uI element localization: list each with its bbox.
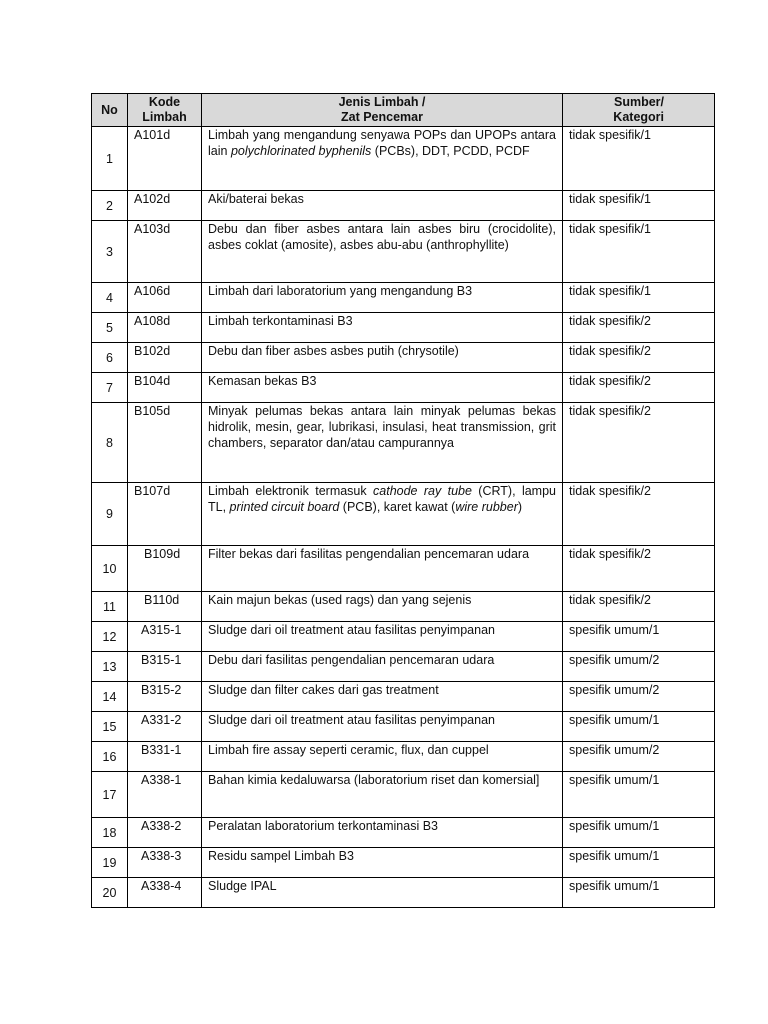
cell-sumber-kategori: spesifik umum/1 [563, 848, 715, 878]
jenis-italic-term: polychlorinated byphenils [230, 144, 372, 158]
table-row [92, 818, 715, 848]
cell-sumber-kategori: tidak spesifik/2 [563, 373, 715, 403]
jenis-italic-term: cathode ray tube [373, 484, 472, 498]
cell-no: 20 [92, 878, 128, 908]
jenis-text: Aki/baterai bekas [208, 192, 304, 206]
cell-sumber-kategori: tidak spesifik/1 [563, 221, 715, 283]
cell-kode-limbah: A106d [128, 283, 202, 313]
cell-kode-limbah: B331-1 [128, 742, 202, 772]
table-row [92, 848, 715, 878]
cell-kode-limbah: B107d [128, 483, 202, 546]
cell-jenis-limbah [202, 682, 563, 712]
cell-sumber-kategori: spesifik umum/2 [563, 742, 715, 772]
jenis-text: Limbah yang mengandung senyawa POPs dan UPOPs antara lain [208, 128, 556, 158]
cell-no: 11 [92, 592, 128, 622]
cell-no: 3 [92, 221, 128, 283]
cell-jenis-limbah [202, 772, 563, 818]
table-row [92, 191, 715, 221]
cell-no: 4 [92, 283, 128, 313]
table-row [92, 712, 715, 742]
cell-no: 17 [92, 772, 128, 818]
table-row [92, 373, 715, 403]
cell-jenis-limbah [202, 818, 563, 848]
cell-kode-limbah: B110d [128, 592, 202, 622]
jenis-text: Peralatan laboratorium terkontaminasi B3 [208, 819, 438, 833]
cell-kode-limbah: A108d [128, 313, 202, 343]
cell-kode-limbah: A338-3 [128, 848, 202, 878]
cell-kode-limbah: B105d [128, 403, 202, 483]
cell-no: 6 [92, 343, 128, 373]
cell-sumber-kategori: tidak spesifik/2 [563, 592, 715, 622]
jenis-text: Residu sampel Limbah B3 [208, 849, 354, 863]
cell-kode-limbah: B104d [128, 373, 202, 403]
cell-jenis-limbah [202, 712, 563, 742]
cell-sumber-kategori: spesifik umum/1 [563, 712, 715, 742]
header-sumber-line2: Kategori [613, 110, 664, 124]
cell-no: 13 [92, 652, 128, 682]
table-row [92, 878, 715, 908]
waste-code-table [91, 93, 715, 908]
table-row [92, 343, 715, 373]
jenis-text: Limbah fire assay seperti ceramic, flux, dan cuppel [208, 743, 489, 757]
cell-sumber-kategori: spesifik umum/1 [563, 878, 715, 908]
cell-kode-limbah: A103d [128, 221, 202, 283]
cell-jenis-limbah [202, 652, 563, 682]
header-kode-line2: Limbah [142, 110, 187, 124]
jenis-text: Minyak pelumas bekas antara lain minyak pelumas bekas hidrolik, mesin, gear, lubrikasi, insulasi, heat transmission, grit chambers, separator dan/atau campurannya [208, 404, 556, 450]
cell-no: 1 [92, 127, 128, 191]
cell-sumber-kategori: spesifik umum/1 [563, 818, 715, 848]
jenis-text: Debu dan fiber asbes asbes putih (chrysotile) [208, 344, 459, 358]
cell-sumber-kategori: spesifik umum/1 [563, 772, 715, 818]
header-jenis-limbah [202, 94, 563, 127]
jenis-text: ) [517, 500, 523, 514]
cell-jenis-limbah [202, 191, 563, 221]
cell-sumber-kategori: spesifik umum/2 [563, 682, 715, 712]
jenis-text: Sludge dari oil treatment atau fasilitas penyimpanan [208, 713, 495, 727]
header-jenis-line1: Jenis Limbah / [338, 95, 426, 109]
jenis-text: Sludge IPAL [208, 879, 277, 893]
cell-no: 5 [92, 313, 128, 343]
cell-jenis-limbah [202, 483, 563, 546]
jenis-italic-term: printed circuit board [229, 500, 340, 514]
header-sumber-kategori [563, 94, 715, 127]
cell-no: 14 [92, 682, 128, 712]
cell-no: 16 [92, 742, 128, 772]
header-kode-line1: Kode [148, 95, 181, 109]
cell-kode-limbah: A101d [128, 127, 202, 191]
cell-jenis-limbah [202, 373, 563, 403]
table-row [92, 313, 715, 343]
cell-jenis-limbah [202, 592, 563, 622]
cell-kode-limbah: A315-1 [128, 622, 202, 652]
jenis-italic-term: wire rubber [455, 500, 518, 514]
table-row [92, 546, 715, 592]
cell-jenis-limbah [202, 343, 563, 373]
cell-jenis-limbah [202, 221, 563, 283]
cell-sumber-kategori: tidak spesifik/2 [563, 483, 715, 546]
table-row [92, 127, 715, 191]
jenis-text: Sludge dan filter cakes dari gas treatment [208, 683, 439, 697]
jenis-text: Limbah dari laboratorium yang mengandung B3 [208, 284, 473, 298]
cell-kode-limbah: B102d [128, 343, 202, 373]
jenis-text: (PCB), karet kawat ( [339, 500, 456, 514]
table-row [92, 652, 715, 682]
table-row [92, 682, 715, 712]
table-row [92, 221, 715, 283]
cell-kode-limbah: A338-2 [128, 818, 202, 848]
cell-jenis-limbah [202, 622, 563, 652]
table-header [92, 94, 715, 127]
jenis-text: Limbah elektronik termasuk [208, 484, 374, 498]
cell-kode-limbah: A102d [128, 191, 202, 221]
table-row [92, 772, 715, 818]
header-sumber-line1: Sumber/ [613, 95, 664, 109]
table-row [92, 742, 715, 772]
cell-kode-limbah: A338-4 [128, 878, 202, 908]
cell-sumber-kategori: tidak spesifik/2 [563, 343, 715, 373]
cell-jenis-limbah [202, 742, 563, 772]
jenis-text: (CRT), lampu TL, [208, 484, 556, 514]
jenis-text: Debu dari fasilitas pengendalian pencemaran udara [208, 653, 495, 667]
cell-kode-limbah: B109d [128, 546, 202, 592]
cell-no: 12 [92, 622, 128, 652]
cell-jenis-limbah [202, 283, 563, 313]
header-jenis-line2: Zat Pencemar [341, 110, 423, 124]
cell-no: 9 [92, 483, 128, 546]
cell-jenis-limbah [202, 848, 563, 878]
cell-kode-limbah: B315-2 [128, 682, 202, 712]
cell-jenis-limbah [202, 127, 563, 191]
cell-sumber-kategori: tidak spesifik/2 [563, 546, 715, 592]
cell-sumber-kategori: spesifik umum/2 [563, 652, 715, 682]
cell-sumber-kategori: tidak spesifik/2 [563, 403, 715, 483]
cell-kode-limbah: B315-1 [128, 652, 202, 682]
header-row [92, 94, 715, 127]
jenis-text: (PCBs), DDT, PCDD, PCDF [371, 144, 530, 158]
header-no-text: No [101, 102, 118, 117]
cell-kode-limbah: A331-2 [128, 712, 202, 742]
jenis-text: Filter bekas dari fasilitas pengendalian pencemaran udara [208, 547, 530, 561]
jenis-text: Bahan kimia kedaluwarsa (laboratorium riset dan komersial] [208, 773, 540, 787]
cell-sumber-kategori: tidak spesifik/1 [563, 191, 715, 221]
cell-jenis-limbah [202, 403, 563, 483]
cell-sumber-kategori: tidak spesifik/1 [563, 127, 715, 191]
cell-no: 2 [92, 191, 128, 221]
table-row [92, 403, 715, 483]
table-row [92, 622, 715, 652]
cell-sumber-kategori: tidak spesifik/1 [563, 283, 715, 313]
cell-no: 10 [92, 546, 128, 592]
cell-jenis-limbah [202, 546, 563, 592]
jenis-text: Kain majun bekas (used rags) dan yang sejenis [208, 593, 472, 607]
cell-no: 7 [92, 373, 128, 403]
jenis-text: Debu dan fiber asbes antara lain asbes biru (crocidolite), asbes coklat (amosite), asbes abu-abu (anthrophyllite) [208, 222, 556, 252]
jenis-text: Kemasan bekas B3 [208, 374, 317, 388]
jenis-text: Sludge dari oil treatment atau fasilitas penyimpanan [208, 623, 495, 637]
table-row [92, 483, 715, 546]
header-kode-limbah [128, 94, 202, 127]
header-no [92, 94, 128, 127]
cell-kode-limbah: A338-1 [128, 772, 202, 818]
cell-no: 18 [92, 818, 128, 848]
jenis-text: Limbah terkontaminasi B3 [208, 314, 353, 328]
cell-sumber-kategori: tidak spesifik/2 [563, 313, 715, 343]
cell-no: 19 [92, 848, 128, 878]
cell-sumber-kategori: spesifik umum/1 [563, 622, 715, 652]
table-row [92, 592, 715, 622]
cell-no: 15 [92, 712, 128, 742]
table-body [92, 127, 715, 908]
cell-no: 8 [92, 403, 128, 483]
cell-jenis-limbah [202, 313, 563, 343]
table-row [92, 283, 715, 313]
cell-jenis-limbah [202, 878, 563, 908]
